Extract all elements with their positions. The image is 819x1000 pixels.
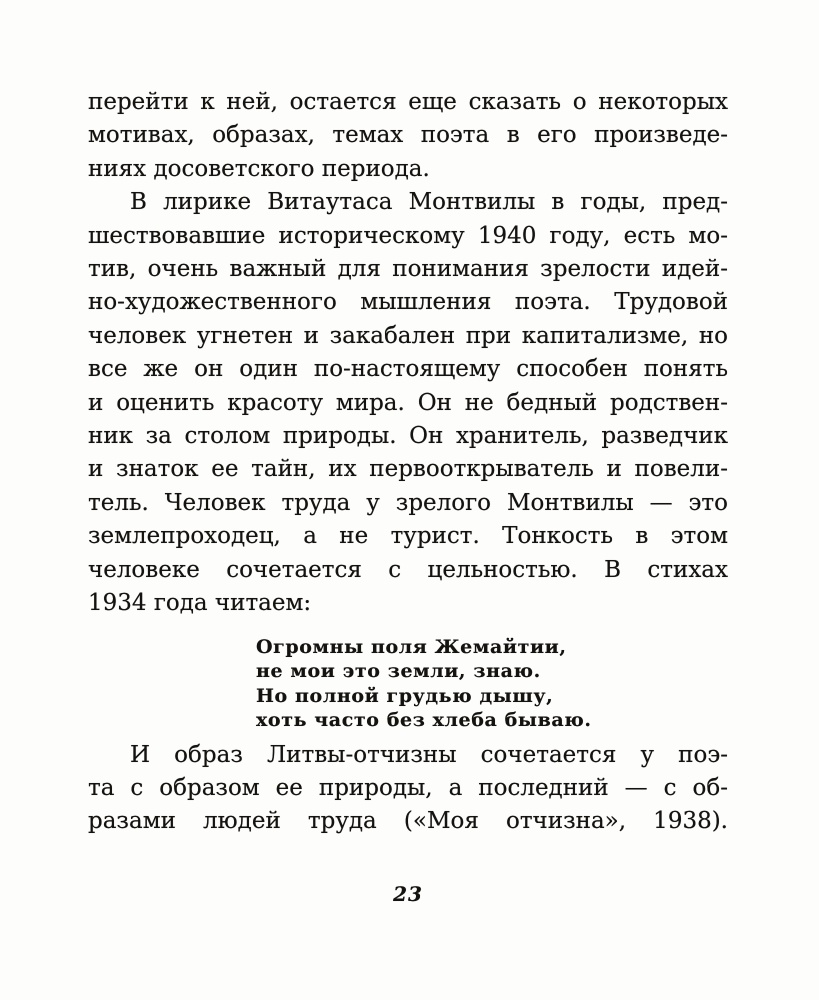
poem-quote xyxy=(256,635,728,733)
paragraph xyxy=(88,86,728,186)
paragraph xyxy=(88,186,728,620)
text-line: человеке сочетается с цельностью. В стихах xyxy=(88,556,728,583)
text-line: ниях досоветского периода. xyxy=(88,155,430,182)
text-line: В лирике Витаутаса Монтвилы в годы, пред- xyxy=(130,189,728,216)
text-line: разами людей труда («Моя отчизна», 1938). xyxy=(88,808,728,835)
text-line: землепроходец, а не турист. Тонкость в этом xyxy=(88,523,728,550)
page-number: 23 xyxy=(393,882,423,906)
text-line: но-художественного мышления поэта. Трудовой xyxy=(88,289,728,316)
text-line: мотивах, образах, темах поэта в его произведе- xyxy=(88,122,728,149)
text-line: и знаток ее тайн, их первооткрыватель и повели- xyxy=(88,456,728,483)
text-block xyxy=(88,86,728,839)
paragraph xyxy=(88,739,728,839)
text-line: перейти к ней, остается еще сказать о некоторых xyxy=(88,89,728,115)
poem-line: Огромны поля Жемайтии, xyxy=(256,635,567,658)
text-line: и оценить красоту мира. Он не бедный родствен- xyxy=(88,389,728,416)
text-line: шествовавшие историческому 1940 году, есть мо- xyxy=(88,222,728,249)
text-line: тив, очень важный для понимания зрелости идей- xyxy=(88,256,728,283)
text-line: 1934 года читаем: xyxy=(88,590,312,617)
poem-line: хоть часто без хлеба бываю. xyxy=(256,709,592,731)
text-line: И образ Литвы-отчизны сочетается у поэ- xyxy=(130,741,728,768)
text-line: человек угнетен и закабален при капитализме, но xyxy=(88,322,728,349)
text-line: ник за столом природы. Он хранитель, разведчик xyxy=(88,423,728,450)
poem-line: не мои это земли, знаю. xyxy=(256,660,541,682)
text-line: все же он один по-настоящему способен понять xyxy=(88,356,728,383)
poem-line: Но полной грудью дышу, xyxy=(256,684,554,707)
text-line: та с образом ее природы, а последний — с об- xyxy=(88,774,728,801)
text-line: тель. Человек труда у зрелого Монтвилы — это xyxy=(88,489,728,516)
